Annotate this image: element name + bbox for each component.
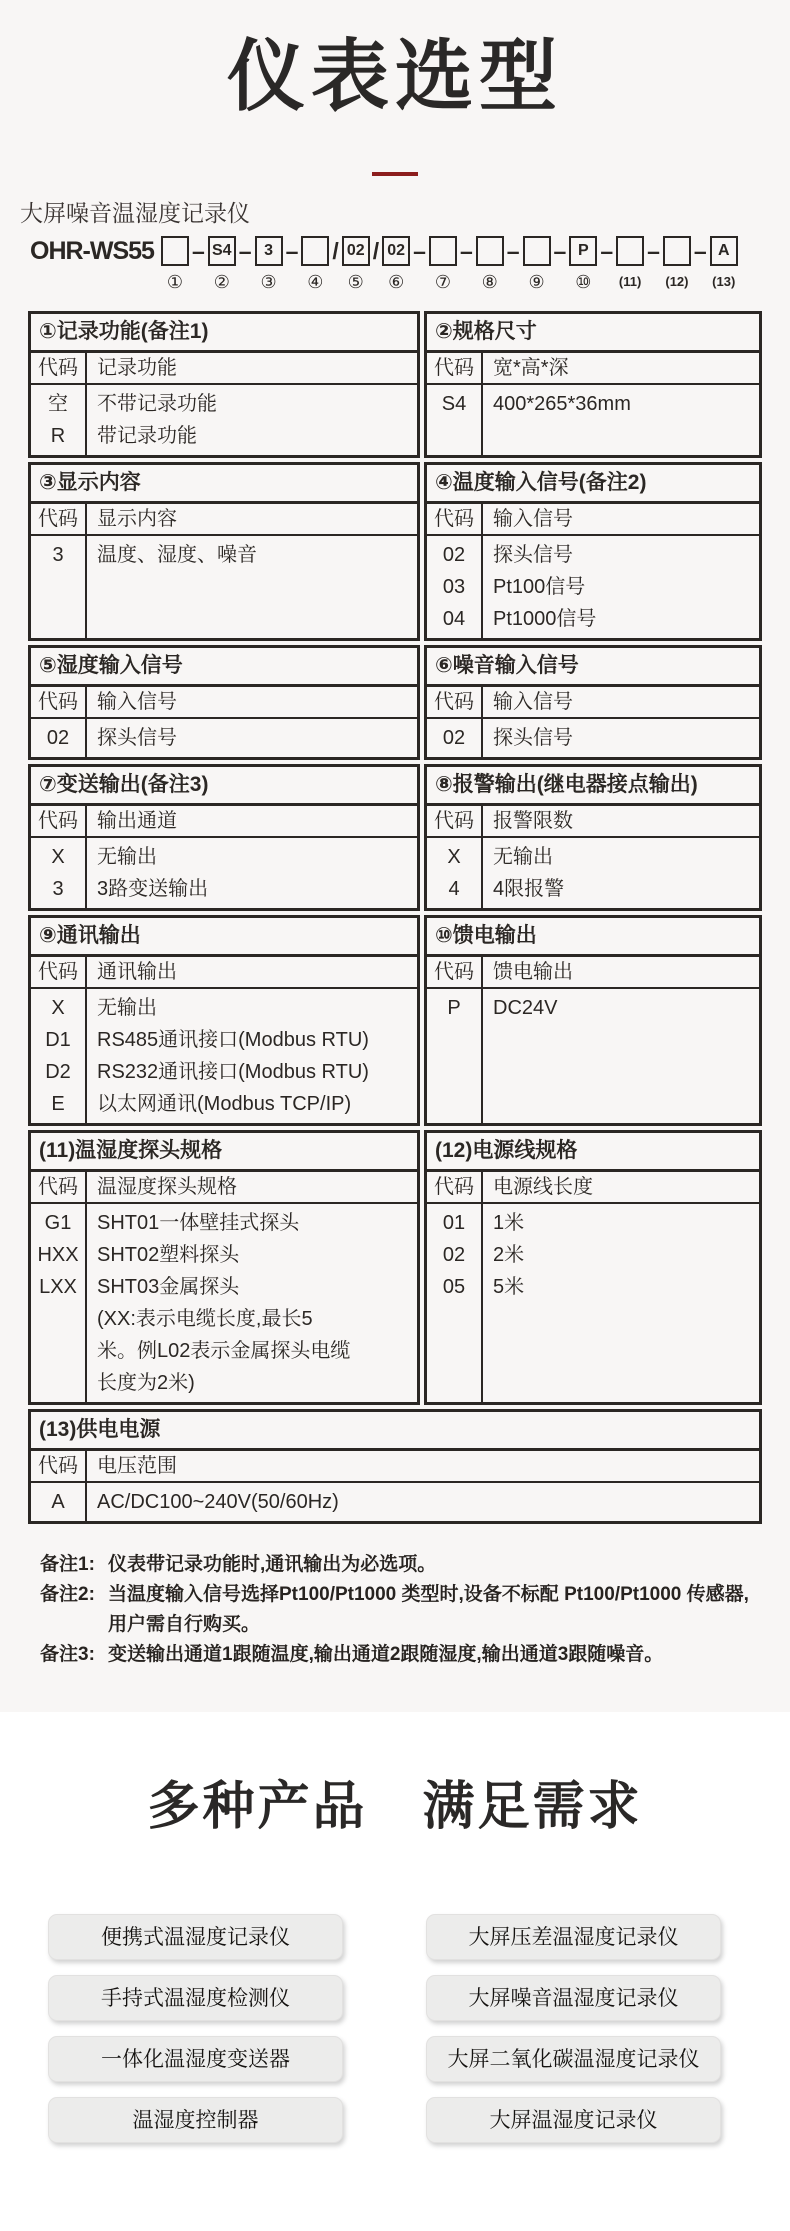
table-subheader (427, 806, 759, 838)
segment-number: (12) (665, 274, 689, 289)
table-body (31, 1204, 417, 1402)
spec-table-alarm-output (424, 764, 762, 911)
code-cell: E (51, 1093, 65, 1115)
desc-cell: 3路变送输出 (97, 878, 209, 900)
product-subtitle: 大屏噪音温湿度记录仪 (20, 200, 250, 226)
product-button-integrated-transmitter[interactable]: 一体化温湿度变送器 (48, 2036, 343, 2082)
code-column-header: 代码 (427, 353, 483, 383)
page-title: 仪表选型 (226, 32, 563, 120)
segment-number: ⑥ (388, 272, 405, 292)
model-segment-9 (524, 236, 550, 293)
code-column (427, 385, 483, 455)
code-column (427, 838, 483, 908)
spec-table-power-supply (28, 1409, 762, 1524)
table-subheader (427, 957, 759, 989)
segment-separator: – (413, 238, 426, 264)
segment-separator: – (693, 238, 707, 264)
model-code-box (161, 236, 189, 266)
table-header: ⑥噪音输入信号 (427, 648, 759, 687)
model-code-box: 02 (382, 236, 410, 266)
spec-table-temp-input (424, 462, 762, 641)
model-segment-2 (209, 236, 235, 293)
desc-cell: 5米 (493, 1276, 525, 1298)
desc-column (483, 719, 759, 757)
footnotes (40, 1550, 760, 1670)
desc-column-header: 记录功能 (97, 357, 177, 379)
table-body (427, 989, 759, 1123)
products-section (0, 1712, 790, 2231)
code-column (427, 1204, 483, 1402)
footnote-line: 当温度输入信号选择Pt100/Pt1000 类型时,设备不标配 Pt100/Pt1000 传感器, (108, 1584, 749, 1605)
desc-cell: 1米 (493, 1212, 525, 1234)
segment-number: ② (213, 272, 230, 292)
model-code-line (30, 236, 790, 293)
table-subheader (427, 1172, 759, 1204)
code-cell: 05 (442, 1276, 466, 1298)
desc-column-header: 输出通道 (97, 810, 177, 832)
code-column-header: 代码 (31, 806, 87, 836)
code-column (31, 385, 87, 455)
spec-table-record-function (28, 311, 420, 458)
code-cell: D1 (45, 1029, 71, 1051)
desc-cell: 探头信号 (493, 727, 573, 749)
table-pair-6 (28, 1130, 762, 1405)
table-subheader (31, 687, 417, 719)
code-cell: G1 (44, 1212, 72, 1234)
model-segment-1 (162, 236, 188, 293)
table-subheader (427, 353, 759, 385)
model-code-box: 3 (255, 236, 283, 266)
model-segment-7 (430, 236, 456, 293)
segment-number: (13) (712, 274, 736, 289)
desc-column (483, 838, 759, 908)
table-subheader (427, 687, 759, 719)
table-body (31, 719, 417, 757)
code-cell: 01 (442, 1212, 466, 1234)
product-button-humidity-controller[interactable]: 温湿度控制器 (48, 2097, 343, 2143)
code-cell: 04 (442, 608, 466, 630)
desc-column (483, 1204, 759, 1402)
table-header: ③显示内容 (31, 465, 417, 504)
segment-number: (11) (618, 274, 642, 289)
spec-table-power-feed-output (424, 915, 762, 1126)
spec-table-probe-spec (28, 1130, 420, 1405)
desc-cell: RS485通讯接口(Modbus RTU) (97, 1029, 369, 1051)
code-column-header: 代码 (31, 687, 87, 717)
spec-table-power-cord (424, 1130, 762, 1405)
desc-cell: (XX:表示电缆长度,最长5 (97, 1308, 313, 1330)
model-code-box (429, 236, 457, 266)
code-cell: A (51, 1491, 65, 1513)
model-code-box: 02 (342, 236, 370, 266)
code-column-header: 代码 (31, 504, 87, 534)
segment-number: ⑧ (481, 272, 498, 292)
code-cell: 3 (52, 544, 64, 566)
table-body (31, 536, 417, 638)
product-button-large-screen-pressure-diff-recorder[interactable]: 大屏压差温湿度记录仪 (426, 1914, 721, 1960)
product-button-large-screen-noise-recorder[interactable]: 大屏噪音温湿度记录仪 (426, 1975, 721, 2021)
segment-number: ⑩ (575, 272, 592, 292)
table-subheader (31, 1451, 759, 1483)
model-code-box: S4 (208, 236, 236, 266)
spec-table-comm-output (28, 915, 420, 1126)
table-body (31, 1483, 759, 1521)
code-column (31, 719, 87, 757)
table-subheader (31, 957, 417, 989)
model-code-box (301, 236, 329, 266)
desc-cell: DC24V (493, 997, 558, 1019)
table-header: ⑤湿度输入信号 (31, 648, 417, 687)
model-segment-10 (570, 236, 596, 293)
code-cell: LXX (39, 1276, 77, 1298)
desc-cell: 探头信号 (97, 727, 177, 749)
table-subheader (31, 806, 417, 838)
table-header: ④温度输入信号(备注2) (427, 465, 759, 504)
code-column (31, 838, 87, 908)
table-pair-1 (28, 311, 762, 458)
desc-cell: SHT01一体壁挂式探头 (97, 1212, 300, 1234)
desc-column-header: 显示内容 (97, 508, 177, 530)
table-header: (11)温湿度探头规格 (31, 1133, 417, 1172)
segment-number: ④ (307, 272, 324, 292)
footnote-text (108, 1640, 663, 1670)
code-cell: X (51, 997, 65, 1019)
code-cell: 3 (52, 878, 64, 900)
desc-column (87, 719, 417, 757)
code-column (427, 719, 483, 757)
table-subheader (427, 504, 759, 536)
spec-table-dimensions (424, 311, 762, 458)
desc-column-header: 输入信号 (97, 691, 177, 713)
code-cell: P (447, 997, 461, 1019)
code-column (31, 1483, 87, 1521)
desc-column (483, 989, 759, 1123)
desc-cell: Pt1000信号 (493, 608, 597, 630)
desc-column-header: 温湿度探头规格 (97, 1176, 237, 1198)
table-header: ②规格尺寸 (427, 314, 759, 353)
segment-separator: – (647, 238, 660, 264)
table-body (427, 536, 759, 638)
table-subheader (31, 1172, 417, 1204)
code-column-header: 代码 (31, 1172, 87, 1202)
table-body (427, 838, 759, 908)
code-cell: X (447, 846, 461, 868)
model-code-box: P (569, 236, 597, 266)
code-cell: R (50, 425, 66, 447)
segment-separator: – (506, 238, 520, 264)
desc-column (87, 536, 417, 638)
code-column (31, 1204, 87, 1402)
footnote-label: 备注3: (40, 1644, 95, 1665)
footnote-label: 备注2: (40, 1584, 95, 1605)
desc-column (87, 1483, 759, 1521)
model-segment-5 (343, 236, 369, 293)
spec-table-transmit-output (28, 764, 420, 911)
model-segment-4 (302, 236, 328, 293)
table-header: (13)供电电源 (31, 1412, 759, 1451)
desc-column-header: 通讯输出 (97, 961, 177, 983)
footnote-3 (40, 1640, 760, 1670)
desc-cell: 2米 (493, 1244, 525, 1266)
code-column-header: 代码 (427, 1172, 483, 1202)
desc-column (483, 536, 759, 638)
code-column (31, 989, 87, 1123)
desc-cell: SHT02塑料探头 (97, 1244, 240, 1266)
table-body (427, 1204, 759, 1402)
desc-cell: 温度、湿度、噪音 (97, 544, 257, 566)
products-heading: 多种产品 满足需求 (147, 1778, 643, 1836)
spec-table-display-content (28, 462, 420, 641)
table-header: (12)电源线规格 (427, 1133, 759, 1172)
segment-separator: – (553, 238, 567, 264)
segment-separator: – (285, 238, 299, 264)
model-code-box: A (710, 236, 738, 266)
desc-column-header: 报警限数 (493, 810, 573, 832)
product-buttons (48, 1914, 790, 2158)
table-header: ⑧报警输出(继电器接点输出) (427, 767, 759, 806)
model-segment-6 (383, 236, 409, 293)
product-buttons-right-column (426, 1914, 721, 2158)
segment-number: ⑨ (528, 272, 545, 292)
segment-separator: – (600, 238, 614, 264)
table-header: ⑩馈电输出 (427, 918, 759, 957)
code-column-header: 代码 (427, 687, 483, 717)
model-code-box (616, 236, 644, 266)
segment-separator: – (191, 238, 205, 264)
table-body (427, 385, 759, 455)
model-segment-3 (256, 236, 282, 293)
table-pair-2 (28, 462, 762, 641)
code-cell: 03 (442, 576, 466, 598)
code-cell: 02 (442, 544, 466, 566)
model-segment-13 (711, 236, 737, 293)
desc-cell: SHT03金属探头 (97, 1276, 240, 1298)
table-subheader (31, 504, 417, 536)
spec-table-noise-input (424, 645, 762, 760)
desc-cell: 400*265*36mm (493, 393, 631, 415)
code-cell: HXX (37, 1244, 79, 1266)
desc-column (87, 385, 417, 455)
table-pair-5 (28, 915, 762, 1126)
desc-column-header: 馈电输出 (493, 961, 573, 983)
footnote-line: 变送输出通道1跟随温度,输出通道2跟随湿度,输出通道3跟随噪音。 (108, 1644, 664, 1665)
table-header: ⑦变送输出(备注3) (31, 767, 417, 806)
model-segment-12 (664, 236, 690, 293)
desc-cell: 探头信号 (493, 544, 573, 566)
code-column-header: 代码 (31, 1451, 87, 1481)
model-code-box (476, 236, 504, 266)
segment-number: ③ (260, 272, 277, 292)
desc-column (87, 1204, 417, 1402)
desc-column-header: 输入信号 (493, 691, 573, 713)
footnote-line: 用户需自行购买。 (108, 1614, 261, 1635)
footnote-text (108, 1580, 749, 1640)
segment-number: ① (166, 272, 184, 292)
desc-cell: RS232通讯接口(Modbus RTU) (97, 1061, 369, 1083)
product-button-handheld-detector[interactable]: 手持式温湿度检测仪 (48, 1975, 343, 2021)
code-cell: 02 (442, 727, 466, 749)
desc-column-header: 输入信号 (493, 508, 573, 530)
footnote-1 (40, 1550, 760, 1580)
code-cell: 02 (46, 727, 70, 749)
code-cell: 空 (48, 393, 68, 415)
desc-cell: 米。例L02表示金属探头电缆 (97, 1340, 351, 1362)
desc-cell: 无输出 (97, 846, 157, 868)
desc-cell: 无输出 (493, 846, 553, 868)
desc-column-header: 电源线长度 (493, 1176, 593, 1198)
footnote-text (108, 1550, 436, 1580)
desc-cell: Pt100信号 (493, 576, 586, 598)
desc-column-header: 宽*高*深 (493, 357, 569, 379)
spec-table-humidity-input (28, 645, 420, 760)
code-column-header: 代码 (427, 504, 483, 534)
desc-cell: 带记录功能 (97, 425, 197, 447)
code-column-header: 代码 (31, 353, 87, 383)
spec-tables (28, 311, 762, 1524)
desc-cell: 无输出 (97, 997, 157, 1019)
desc-column (87, 989, 417, 1123)
code-cell: 02 (442, 1244, 466, 1266)
table-pair-3 (28, 645, 762, 760)
desc-cell: AC/DC100~240V(50/60Hz) (97, 1491, 339, 1513)
code-cell: S4 (441, 393, 467, 415)
model-code-box (663, 236, 691, 266)
desc-column (87, 838, 417, 908)
desc-column (483, 385, 759, 455)
model-code-box (523, 236, 551, 266)
code-cell: 4 (448, 878, 460, 900)
product-button-large-screen-temp-humidity-recorder[interactable]: 大屏温湿度记录仪 (426, 2097, 721, 2143)
footnote-line: 仪表带记录功能时,通讯输出为必选项。 (108, 1554, 437, 1575)
desc-column-header: 电压范围 (97, 1455, 177, 1477)
segment-separator: / (332, 238, 339, 264)
table-body (31, 989, 417, 1123)
footnote-label: 备注1: (40, 1554, 95, 1575)
code-column-header: 代码 (427, 806, 483, 836)
model-segment-8 (477, 236, 503, 293)
table-subheader (31, 353, 417, 385)
segment-number: ⑤ (347, 272, 364, 292)
table-body (31, 385, 417, 455)
model-prefix: OHR-WS55 (30, 237, 154, 265)
desc-cell: 4限报警 (493, 878, 565, 900)
code-column (427, 536, 483, 638)
desc-cell: 长度为2米) (97, 1372, 195, 1394)
segment-number: ⑦ (434, 272, 451, 292)
segment-separator: – (459, 238, 473, 264)
title-accent-divider (372, 172, 418, 176)
table-pair-4 (28, 764, 762, 911)
code-column-header: 代码 (31, 957, 87, 987)
product-button-large-screen-co2-recorder[interactable]: 大屏二氧化碳温湿度记录仪 (426, 2036, 721, 2082)
table-header: ⑨通讯输出 (31, 918, 417, 957)
desc-cell: 以太网通讯(Modbus TCP/IP) (97, 1093, 352, 1115)
desc-cell: 不带记录功能 (97, 393, 217, 415)
segment-separator: – (238, 238, 252, 264)
segment-separator: / (372, 238, 380, 264)
table-body (31, 838, 417, 908)
code-cell: X (51, 846, 65, 868)
footnote-2 (40, 1580, 760, 1640)
code-cell: D2 (45, 1061, 71, 1083)
code-column-header: 代码 (427, 957, 483, 987)
code-column (427, 989, 483, 1123)
product-buttons-left-column (48, 1914, 343, 2158)
model-segment-11 (617, 236, 643, 293)
product-button-portable-recorder[interactable]: 便携式温湿度记录仪 (48, 1914, 343, 1960)
table-body (427, 719, 759, 757)
table-header: ①记录功能(备注1) (31, 314, 417, 353)
code-column (31, 536, 87, 638)
